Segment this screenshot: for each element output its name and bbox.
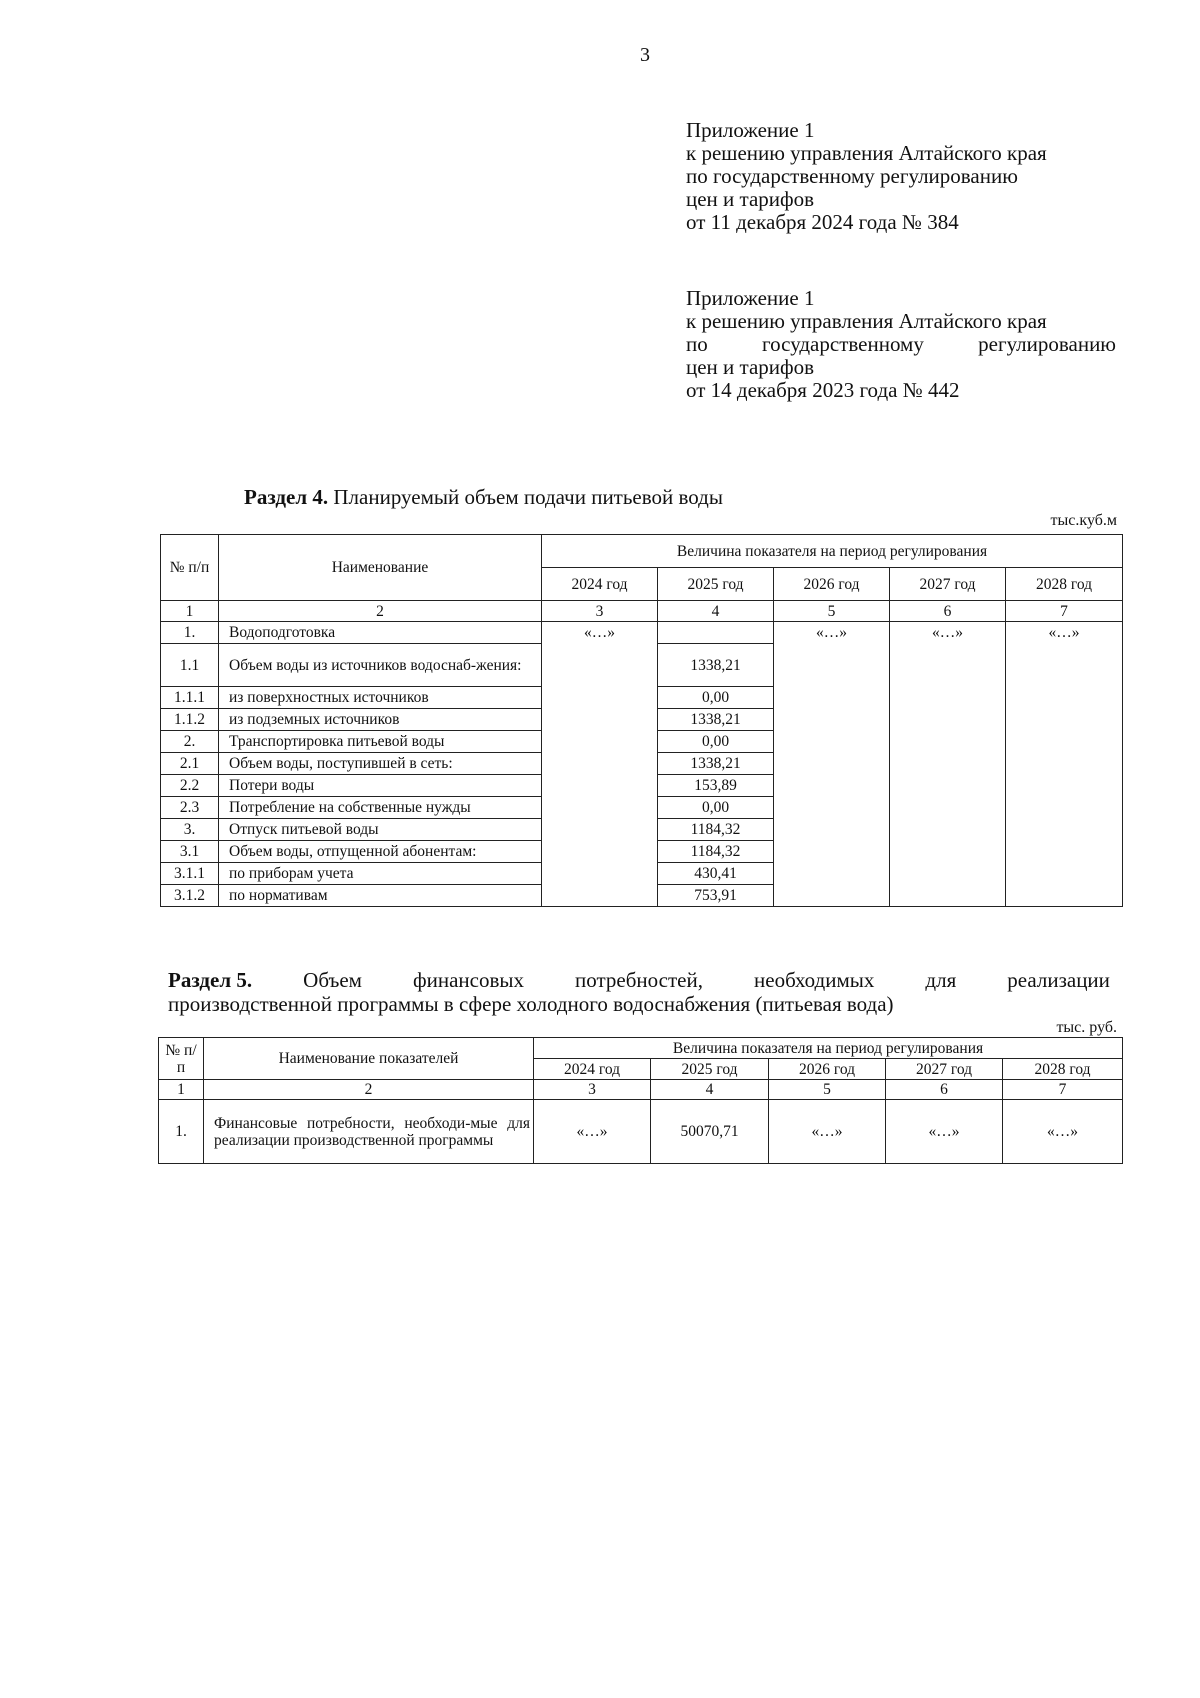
appendix-line — [686, 333, 1116, 356]
header-year: 2024 год — [534, 1059, 651, 1080]
col-number: 1 — [161, 601, 219, 622]
value-2025: 1338,21 — [658, 709, 774, 731]
row-num: 3.1.2 — [161, 885, 219, 907]
section5-title-bold: Раздел 5. — [168, 968, 253, 992]
header-year: 2027 год — [886, 1059, 1003, 1080]
header-year: 2025 год — [651, 1059, 769, 1080]
value-2028: «…» — [1006, 622, 1123, 907]
value-2025: 1184,32 — [658, 841, 774, 863]
row-num: 3. — [161, 819, 219, 841]
col-number: 7 — [1006, 601, 1123, 622]
value-2027: «…» — [886, 1100, 1003, 1164]
row-name: из подземных источников — [219, 709, 542, 731]
header-group: Величина показателя на период регулирования — [542, 535, 1123, 568]
value-2025: 50070,71 — [651, 1100, 769, 1164]
row-name: Потребление на собственные нужды — [219, 797, 542, 819]
header-num: № п/п — [159, 1038, 204, 1080]
section5-title-word: Объем — [303, 968, 362, 992]
section4-title-bold: Раздел 4. — [244, 485, 329, 509]
col-number: 2 — [219, 601, 542, 622]
section5-table — [158, 1037, 1123, 1164]
section4-title-text: Планируемый объем подачи питьевой воды — [333, 485, 723, 509]
value-2026: «…» — [769, 1100, 886, 1164]
col-number: 5 — [769, 1080, 886, 1100]
col-number: 7 — [1003, 1080, 1123, 1100]
section5-title-word: реализации — [1007, 968, 1110, 992]
section5-title-word: финансовых — [412, 968, 524, 992]
appendix-word: государственному — [762, 332, 924, 356]
row-num: 1.1 — [161, 644, 219, 687]
row-num: 1. — [159, 1100, 204, 1164]
value-2024: «…» — [534, 1100, 651, 1164]
appendix-line: к решению управления Алтайского края — [686, 141, 1047, 165]
appendix-line: от 14 декабря 2023 года № 442 — [686, 378, 960, 402]
section4-unit: тыс.куб.м — [1050, 512, 1117, 529]
value-2025 — [658, 622, 774, 644]
row-num: 2.2 — [161, 775, 219, 797]
appendix-line: Приложение 1 — [686, 286, 815, 310]
section5-title-line1 — [168, 968, 1110, 992]
section5-title-line2: производственной программы в сфере холодного водоснабжения (питьевая вода) — [168, 992, 894, 1016]
value-2024: «…» — [542, 622, 658, 907]
section4-table — [160, 534, 1123, 907]
row-name: по приборам учета — [219, 863, 542, 885]
appendix-line: цен и тарифов — [686, 355, 815, 379]
section5-title-word: потребностей, — [575, 968, 703, 992]
row-name: Транспортировка питьевой воды — [219, 731, 542, 753]
col-number: 6 — [890, 601, 1006, 622]
header-year: 2026 год — [769, 1059, 886, 1080]
col-number: 6 — [886, 1080, 1003, 1100]
row-num: 2.1 — [161, 753, 219, 775]
section4-title — [244, 485, 723, 509]
value-2026: «…» — [774, 622, 890, 907]
row-name: Объем воды из источников водоснаб-жения: — [219, 644, 542, 687]
value-2025: 0,00 — [658, 687, 774, 709]
header-year: 2028 год — [1006, 568, 1123, 601]
value-2027: «…» — [890, 622, 1006, 907]
value-2025: 1338,21 — [658, 644, 774, 687]
col-number: 3 — [534, 1080, 651, 1100]
value-2025: 1338,21 — [658, 753, 774, 775]
table-row — [159, 1100, 1123, 1164]
col-number: 3 — [542, 601, 658, 622]
header-group: Величина показателя на период регулирования — [534, 1038, 1123, 1059]
appendix-line: цен и тарифов — [686, 187, 815, 211]
header-name: Наименование показателей — [204, 1038, 534, 1080]
row-num: 1. — [161, 622, 219, 644]
header-year: 2027 год — [890, 568, 1006, 601]
row-num: 2. — [161, 731, 219, 753]
row-num: 1.1.2 — [161, 709, 219, 731]
page-number: 3 — [640, 44, 650, 66]
col-number: 4 — [651, 1080, 769, 1100]
row-name: Финансовые потребности, необходи-мые для реализации производственной программы — [204, 1100, 534, 1164]
row-name: Отпуск питьевой воды — [219, 819, 542, 841]
appendix-line: от 11 декабря 2024 года № 384 — [686, 210, 959, 234]
section5-unit: тыс. руб. — [1056, 1019, 1117, 1036]
row-name: Объем воды, отпущенной абонентам: — [219, 841, 542, 863]
header-year: 2028 год — [1003, 1059, 1123, 1080]
table-row — [161, 622, 1123, 644]
value-2025: 753,91 — [658, 885, 774, 907]
col-number: 4 — [658, 601, 774, 622]
header-year: 2024 год — [542, 568, 658, 601]
row-num: 3.1.1 — [161, 863, 219, 885]
appendix-2023 — [686, 287, 1116, 402]
value-2025: 1184,32 — [658, 819, 774, 841]
appendix-word: регулированию — [978, 332, 1116, 356]
row-num: 1.1.1 — [161, 687, 219, 709]
value-2025: 430,41 — [658, 863, 774, 885]
row-name: Водоподготовка — [219, 622, 542, 644]
col-number: 1 — [159, 1080, 204, 1100]
row-num: 2.3 — [161, 797, 219, 819]
row-name: из поверхностных источников — [219, 687, 542, 709]
header-num: № п/п — [161, 535, 219, 601]
row-name: Объем воды, поступившей в сеть: — [219, 753, 542, 775]
value-2028: «…» — [1003, 1100, 1123, 1164]
appendix-line: по государственному регулированию — [686, 164, 1018, 188]
value-2025: 0,00 — [658, 731, 774, 753]
value-2025: 0,00 — [658, 797, 774, 819]
col-number: 2 — [204, 1080, 534, 1100]
section5-title-word: для — [925, 968, 957, 992]
header-name: Наименование — [219, 535, 542, 601]
header-year: 2026 год — [774, 568, 890, 601]
value-2025: 153,89 — [658, 775, 774, 797]
row-num: 3.1 — [161, 841, 219, 863]
row-name: по нормативам — [219, 885, 542, 907]
row-name: Потери воды — [219, 775, 542, 797]
col-number: 5 — [774, 601, 890, 622]
appendix-line: к решению управления Алтайского края — [686, 309, 1047, 333]
appendix-word: по — [686, 332, 708, 356]
section5-title-word: необходимых — [754, 968, 875, 992]
header-year: 2025 год — [658, 568, 774, 601]
appendix-line: Приложение 1 — [686, 118, 815, 142]
section5-title — [168, 968, 1110, 1016]
appendix-2024 — [686, 119, 1116, 234]
